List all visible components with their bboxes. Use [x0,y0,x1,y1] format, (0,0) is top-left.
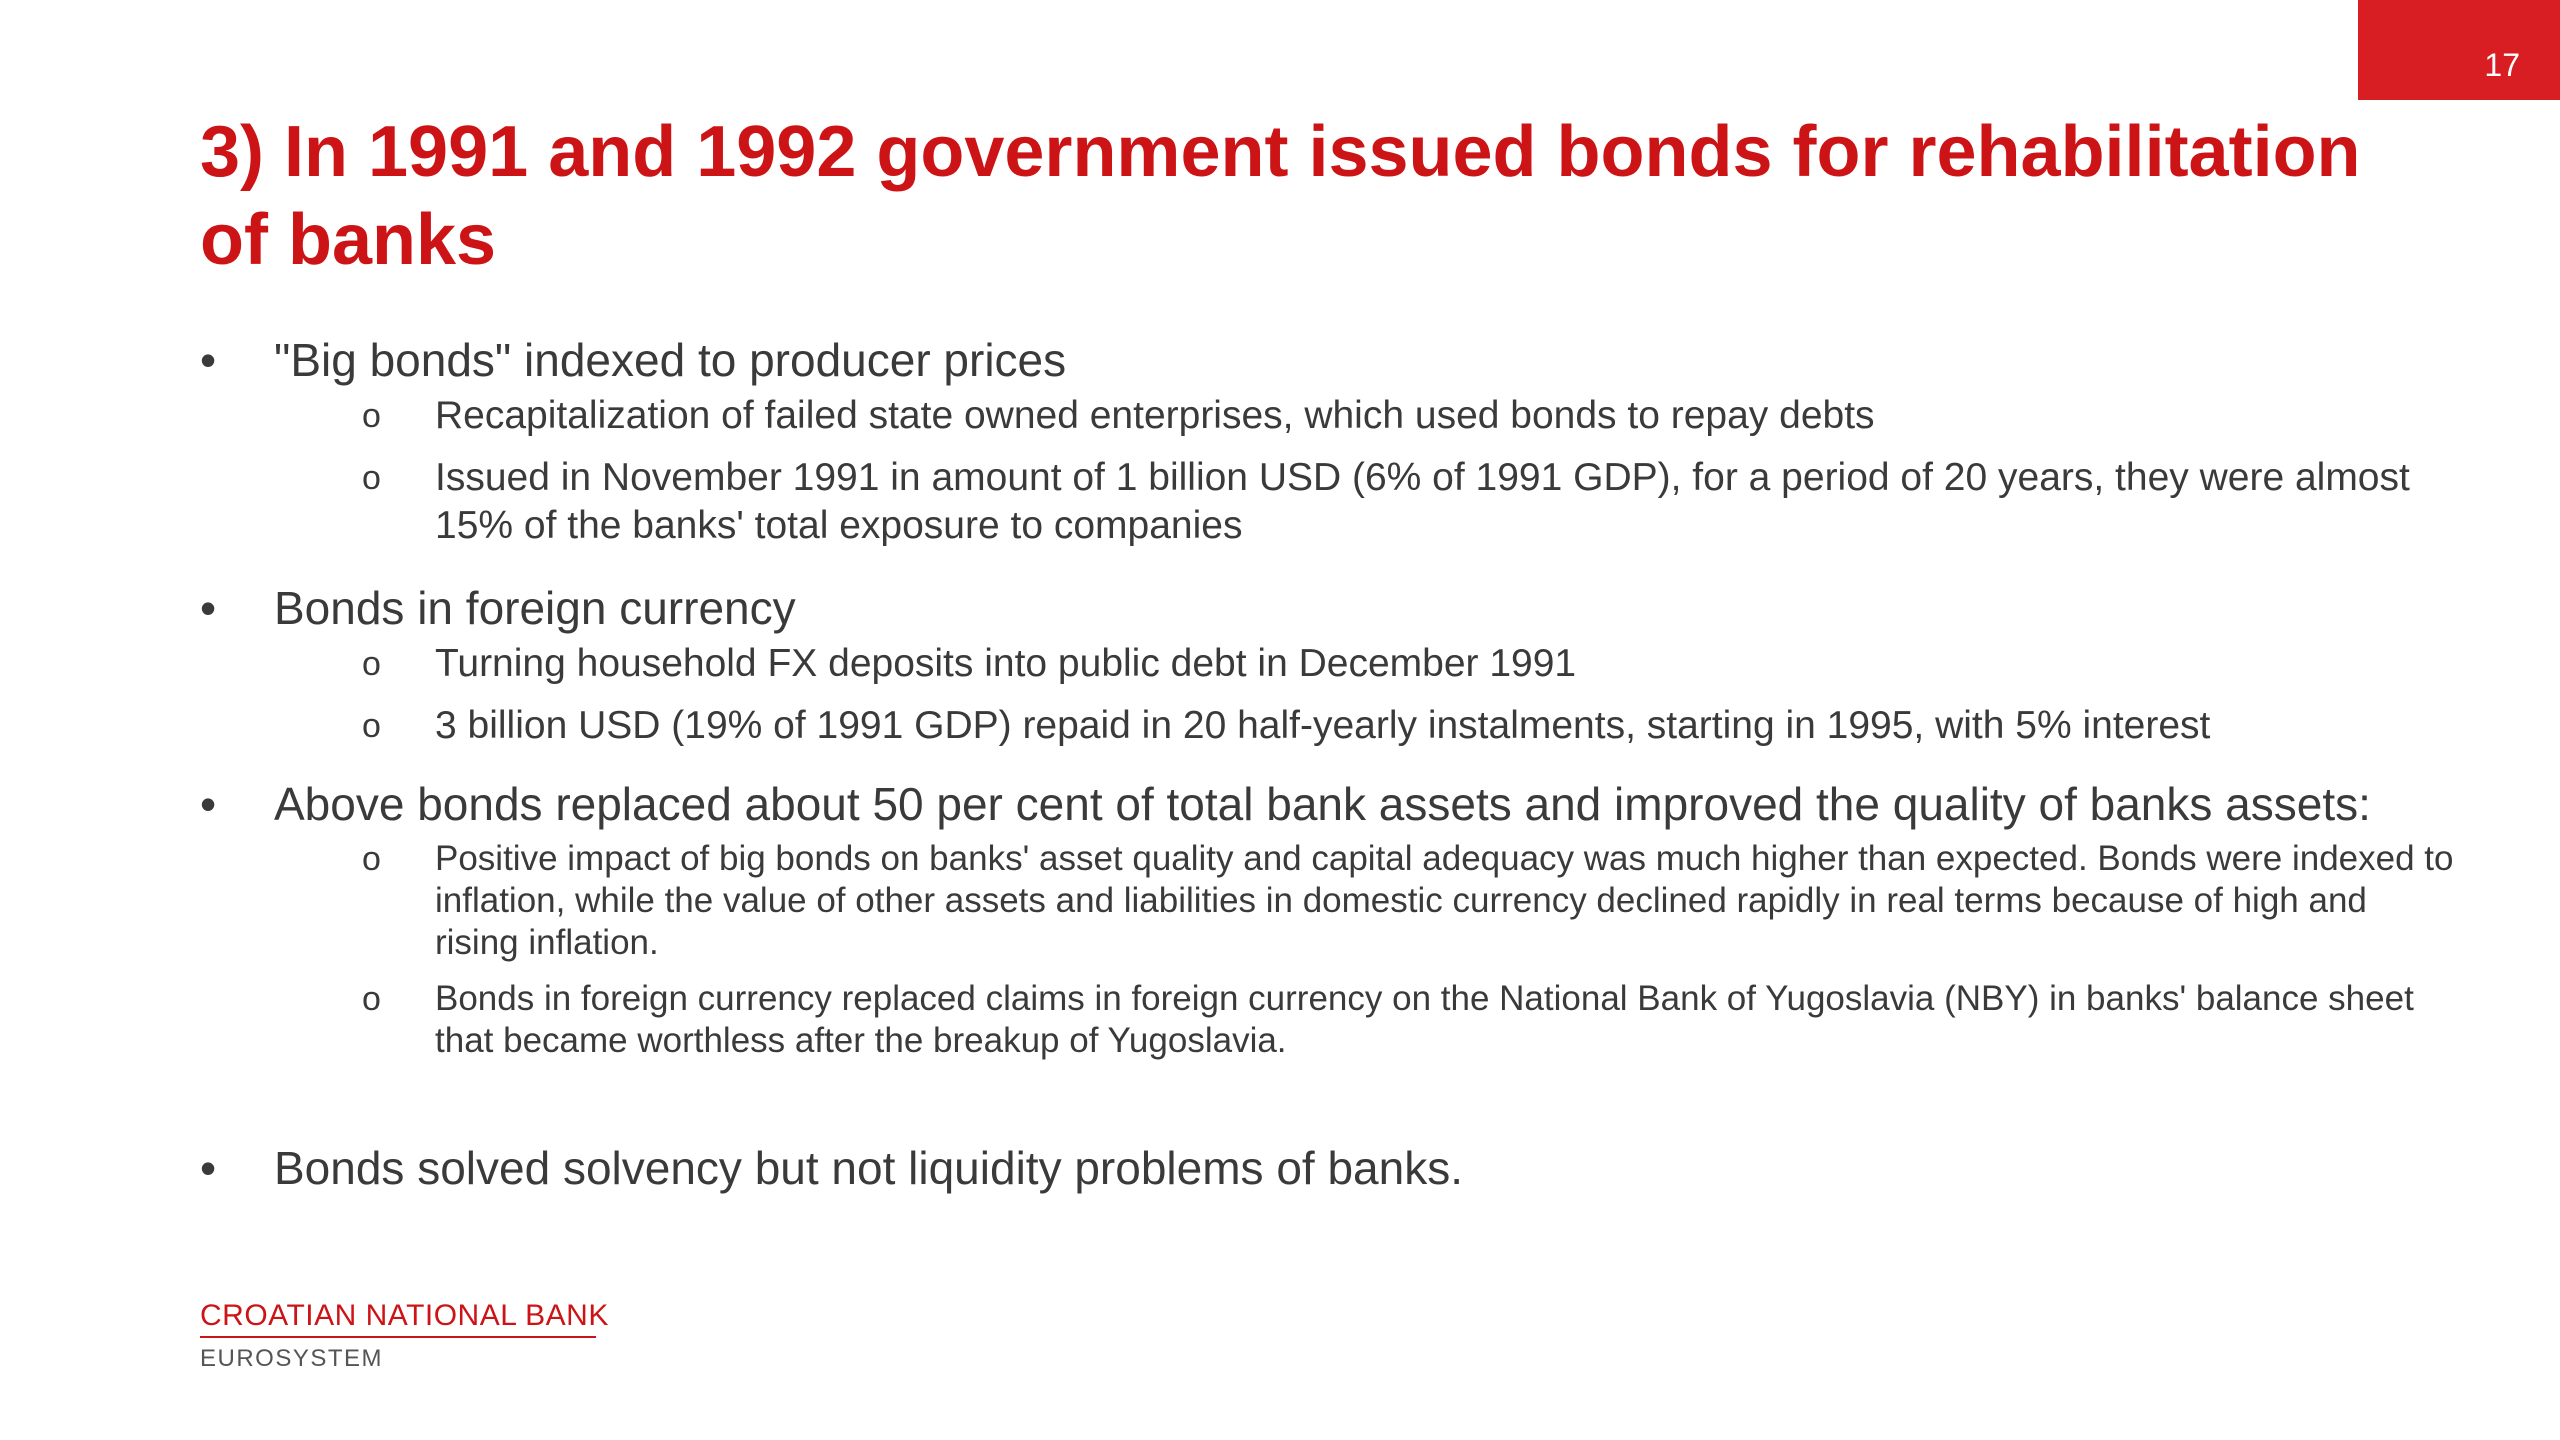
bullet-marker: • [200,1142,217,1194]
logo-divider [200,1336,596,1338]
bullet-text: Above bonds replaced about 50 per cent of total bank assets and improved the quality of banks assets: [274,778,2371,830]
sub-marker: o [362,397,381,435]
logo-name: CROATIAN NATIONAL BANK [200,1299,609,1332]
sub-item-text: Turning household FX deposits into public debt in December 1991 [435,642,1577,685]
sub-marker: o [362,707,381,745]
logo-subtitle: EUROSYSTEM [200,1345,384,1372]
sub-item [200,454,2460,550]
sub-marker: o [362,980,381,1018]
sub-item-text: 3 billion USD (19% of 1991 GDP) repaid in 20 half-yearly instalments, starting in 1995, with 5% interest [435,704,2211,747]
sub-item-text: Bonds in foreign currency replaced claims in foreign currency on the National Bank of Yugoslavia (NBY) in banks' balance sheet that became worthless after the breakup of Yugoslavia. [435,979,2414,1060]
bullet-marker: • [200,334,217,386]
bullet-foreign-currency [200,578,2460,638]
bullet-text: Bonds in foreign currency [274,582,796,634]
sub-item-text: Recapitalization of failed state owned enterprises, which used bonds to repay debts [435,394,1875,437]
sub-item [200,978,2460,1062]
page-number: 17 [2484,47,2520,83]
bullet-solvency [200,1138,2460,1198]
sub-marker: o [362,459,381,497]
bullet-text: "Big bonds" indexed to producer prices [274,334,1067,386]
sub-item-text: Positive impact of big bonds on banks' asset quality and capital adequacy was much higher than expected. Bonds were indexed to inflation, while the value of other assets and liabilities in domestic currency declined rapidly in real terms because of high and rising inflation. [435,839,2454,962]
sub-marker: o [362,645,381,683]
page-number-tab [2358,0,2560,100]
bullet-big-bonds [200,330,2460,390]
sub-list [200,392,2460,550]
bullet-bank-assets [200,774,2460,834]
sub-item-text: Issued in November 1991 in amount of 1 billion USD (6% of 1991 GDP), for a period of 20 years, they were almost 15% of the banks' total exposure to companies [435,456,2410,547]
sub-item [200,392,2460,440]
croatian-national-bank-logo [200,1298,609,1374]
bullet-marker: • [200,778,217,830]
slide-title: 3) In 1991 and 1992 government issued bonds for rehabilitation of banks [200,112,2361,280]
sub-item [200,702,2460,750]
sub-item [200,838,2460,964]
bullet-list [200,330,2460,1198]
sub-item [200,640,2460,688]
sub-list [200,640,2460,750]
bullet-text: Bonds solved solvency but not liquidity problems of banks. [274,1142,1463,1194]
sub-list [200,838,2460,1062]
sub-marker: o [362,840,381,878]
bullet-marker: • [200,582,217,634]
